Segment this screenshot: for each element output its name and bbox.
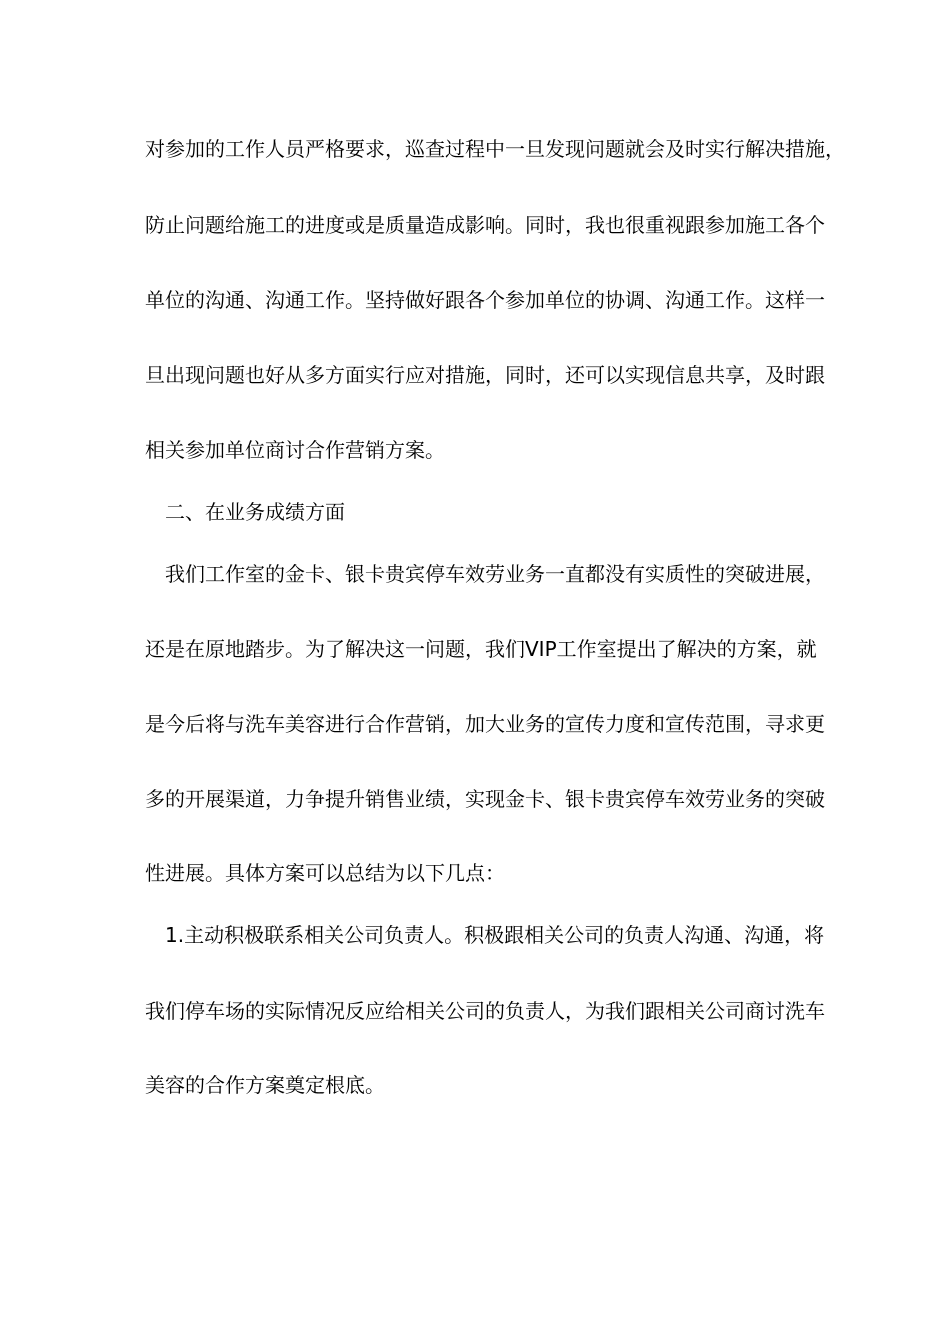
paragraph-line: 单位的沟通、沟通工作。坚持做好跟各个参加单位的协调、沟通工作。这样一 bbox=[145, 288, 825, 312]
paragraph-line: 旦出现问题也好从多方面实行应对措施，同时，还可以实现信息共享，及时跟 bbox=[145, 363, 825, 387]
paragraph-line: 对参加的工作人员严格要求，巡查过程中一旦发现问题就会及时实行解决措施， bbox=[145, 137, 845, 161]
section-heading: 二、在业务成绩方面 bbox=[165, 500, 345, 524]
paragraph-line: 防止问题给施工的进度或是质量造成影响。同时，我也很重视跟参加施工各个 bbox=[145, 213, 825, 237]
paragraph-line: 是今后将与洗车美容进行合作营销，加大业务的宣传力度和宣传范围，寻求更 bbox=[145, 712, 825, 736]
paragraph-line: 还是在原地踏步。为了解决这一问题，我们VIP工作室提出了解决的方案，就 bbox=[145, 637, 817, 661]
paragraph-line: 我们工作室的金卡、银卡贵宾停车效劳业务一直都没有实质性的突破进展， bbox=[165, 562, 825, 586]
paragraph-line: 多的开展渠道，力争提升销售业绩，实现金卡、银卡贵宾停车效劳业务的突破 bbox=[145, 787, 825, 811]
paragraph-line: 我们停车场的实际情况反应给相关公司的负责人，为我们跟相关公司商讨洗车 bbox=[145, 999, 825, 1023]
list-item: 1.主动积极联系相关公司负责人。积极跟相关公司的负责人沟通、沟通，将 bbox=[165, 923, 825, 947]
paragraph-line: 性进展。具体方案可以总结为以下几点： bbox=[145, 861, 505, 885]
paragraph-line: 相关参加单位商讨合作营销方案。 bbox=[145, 438, 445, 462]
paragraph-line: 美容的合作方案奠定根底。 bbox=[145, 1073, 385, 1097]
